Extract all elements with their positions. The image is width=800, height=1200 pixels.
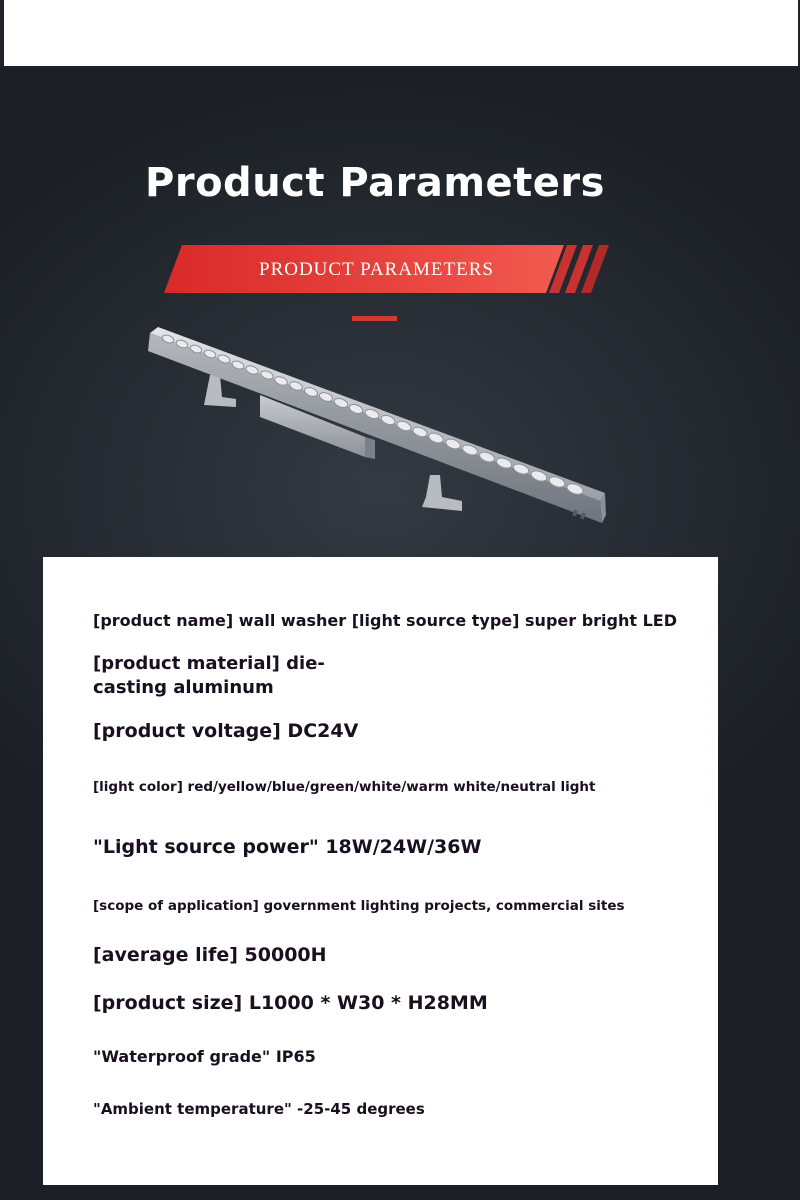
param-light-color: [light color] red/yellow/blue/green/white/warm white/neutral light — [93, 779, 596, 795]
banner-label: PRODUCT PARAMETERS — [259, 259, 494, 280]
param-ambient-temperature: "Ambient temperature" -25-45 degrees — [93, 1100, 425, 1118]
param-average-life: [average life] 50000H — [93, 944, 327, 966]
param-scope-of-application: [scope of application] government lighting projects, commercial sites — [93, 898, 625, 914]
param-product-material: [product material] die-casting aluminum — [93, 653, 325, 698]
param-product-name: [product name] wall washer [light source type] super bright LED — [93, 611, 677, 630]
top-white-strip — [4, 0, 798, 66]
title-banner — [164, 245, 564, 293]
param-light-source-power: "Light source power" 18W/24W/36W — [93, 836, 482, 858]
param-product-size: [product size] L1000 * W30 * H28MM — [93, 992, 488, 1014]
product-image — [140, 315, 620, 545]
param-waterproof-grade: "Waterproof grade" IP65 — [93, 1047, 316, 1066]
param-product-voltage: [product voltage] DC24V — [93, 720, 359, 742]
parameters-card — [43, 557, 718, 1185]
page-title: Product Parameters — [145, 160, 605, 206]
led-wall-washer-icon — [140, 315, 620, 545]
